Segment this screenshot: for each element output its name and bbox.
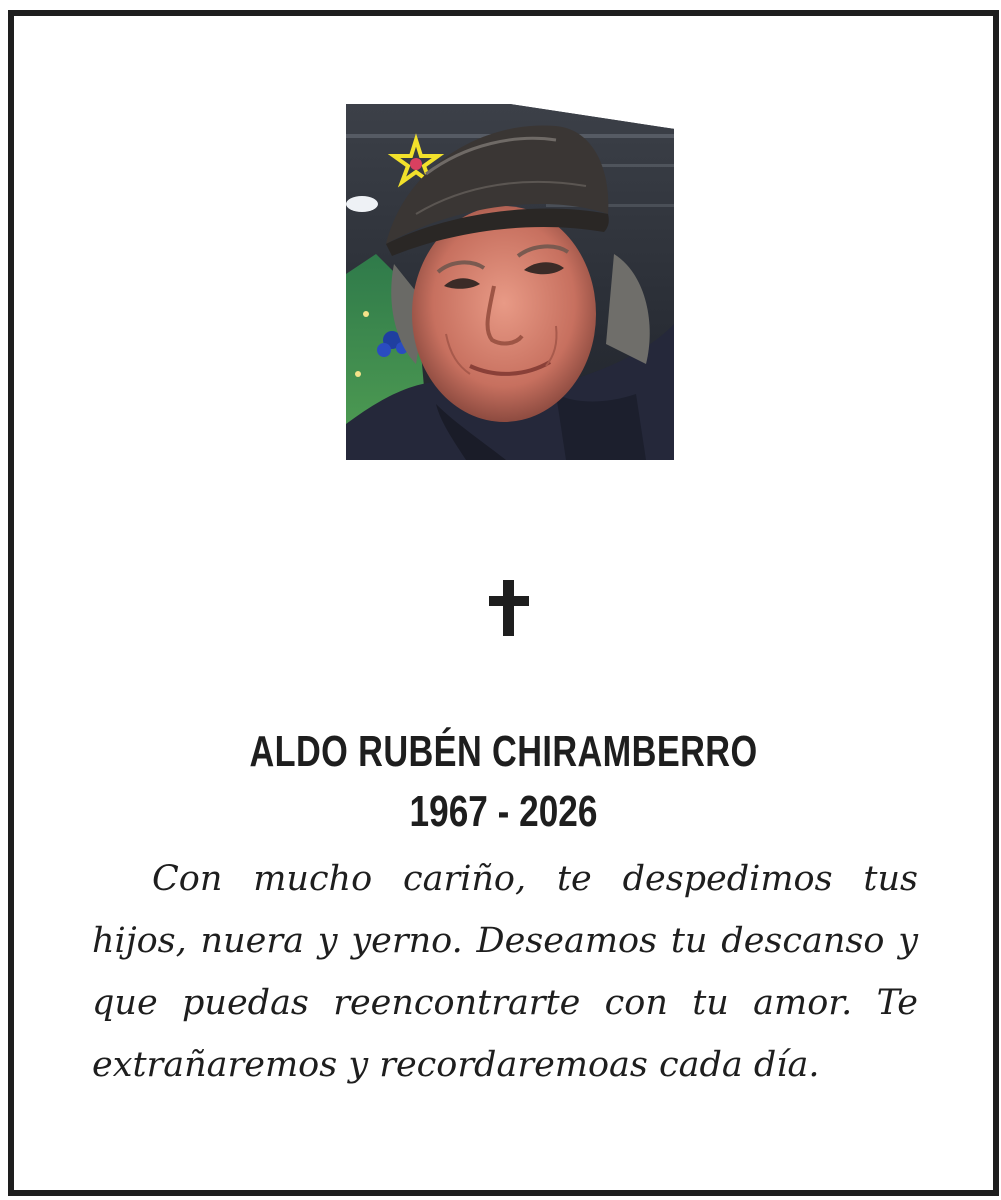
cross-icon — [489, 580, 529, 636]
portrait-image — [346, 104, 674, 460]
farewell-message: Con mucho cariño, te despedimos tus hijos, nuera y yerno. Deseamos tu descanso y que puedas reencontrarte con tu amor. Te extrañaremos y recordaremoas cada día. — [92, 859, 918, 1085]
life-years: 1967 - 2026 — [409, 787, 598, 836]
cross-horizontal-bar — [489, 596, 529, 606]
portrait-photo — [346, 104, 674, 460]
deceased-name: ALDO RUBÉN CHIRAMBERRO — [249, 727, 758, 776]
cross-vertical-bar — [503, 580, 514, 636]
obituary-card — [8, 10, 999, 1196]
